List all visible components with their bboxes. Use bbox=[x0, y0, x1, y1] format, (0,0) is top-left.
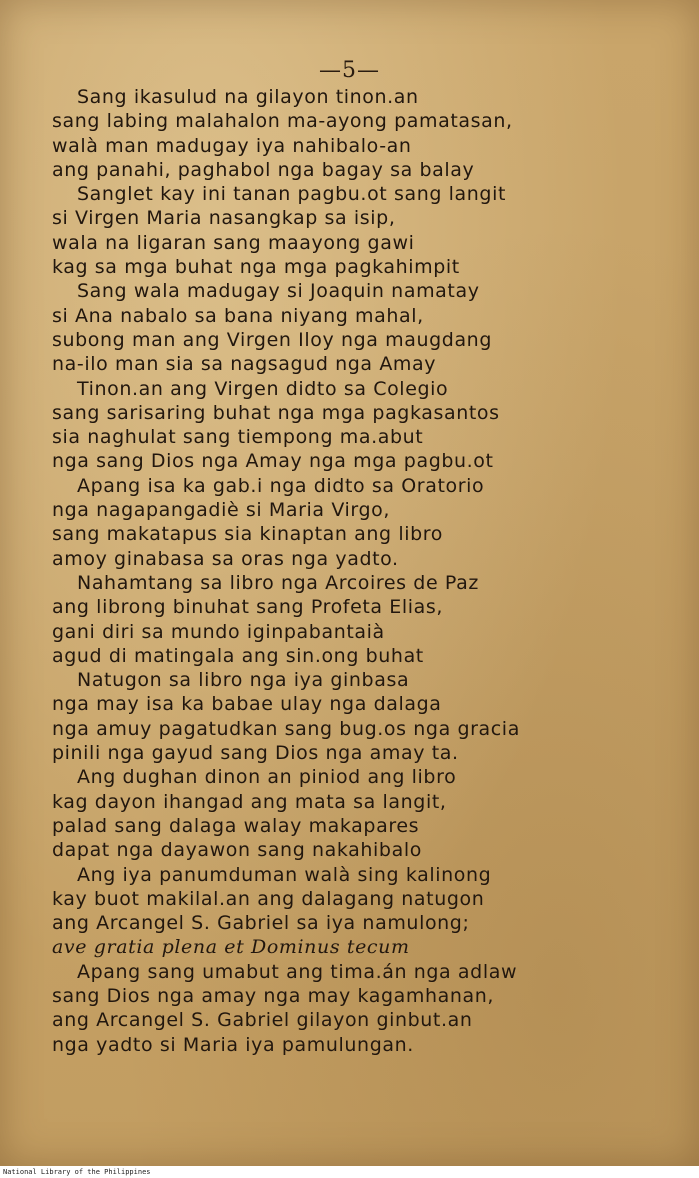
page-number: —5— bbox=[319, 58, 380, 83]
verse-line: Ang iya panumduman walà sing kalinong bbox=[77, 863, 492, 886]
verse-line: kag dayon ihangad ang mata sa langit, bbox=[52, 790, 447, 813]
verse-line: Ang dughan dinon an piniod ang libro bbox=[77, 766, 457, 789]
verse-line: Apang isa ka gab.i nga didto sa Oratorio bbox=[77, 474, 485, 497]
verse-line: ang panahi, paghabol nga bagay sa balay bbox=[52, 158, 475, 181]
verse-line: Nahamtang sa libro nga Arcoires de Paz bbox=[77, 571, 479, 594]
verse-line: palad sang dalaga walay makapares bbox=[52, 814, 420, 837]
verse-line: sang sarisaring buhat nga mga pagkasantos bbox=[52, 401, 500, 424]
verse-line: ang Arcangel S. Gabriel sa iya namulong; bbox=[52, 912, 470, 935]
verse-line: sang makatapus sia kinaptan ang libro bbox=[52, 523, 443, 546]
verse-line: nga nagapangadiè si Maria Virgo, bbox=[52, 499, 390, 522]
verse-line: sang labing malahalon ma-ayong pamatasan, bbox=[52, 110, 513, 133]
verse-line: dapat nga dayawon sang nakahibalo bbox=[52, 839, 422, 862]
verse-line: ang Arcangel S. Gabriel gilayon ginbut.an bbox=[52, 1009, 473, 1032]
verse-line: kag sa mga buhat nga mga pagkahimpit bbox=[52, 256, 460, 279]
verse-line: nga yadto si Maria iya pamulungan. bbox=[52, 1033, 414, 1056]
verse-line: na-ilo man sia sa nagsagud nga Amay bbox=[52, 353, 437, 376]
verse-line: ang librong binuhat sang Profeta Elias, bbox=[52, 596, 444, 619]
verse-line: Sanglet kay ini tanan pagbu.ot sang langit bbox=[77, 183, 507, 206]
verse-line: Sang ikasulud na gilayon tinon.an bbox=[77, 86, 419, 108]
verse-line: amoy ginabasa sa oras nga yadto. bbox=[52, 547, 399, 570]
verse-line: nga may isa ka babae ulay nga dalaga bbox=[52, 693, 442, 716]
verse-line: nga sang Dios nga Amay nga mga pagbu.ot bbox=[52, 450, 494, 473]
verse-line: pinili nga gayud sang Dios nga amay ta. bbox=[52, 742, 459, 765]
verse-line: kay buot makilal.an ang dalagang natugon bbox=[52, 887, 485, 910]
verse-line: gani diri sa mundo iginpabantaià bbox=[52, 620, 385, 643]
verse-line: walà man madugay iya nahibalo-an bbox=[52, 134, 412, 157]
verse-line: Sang wala madugay si Joaquin namatay bbox=[77, 280, 480, 303]
verse-line: si Ana nabalo sa bana niyang mahal, bbox=[52, 304, 424, 327]
verse-line: sia naghulat sang tiempong ma.abut bbox=[52, 426, 424, 449]
verse-line: Apang sang umabut ang tima.án nga adlaw bbox=[77, 960, 518, 983]
latin-verse-line: ave gratia plena et Dominus tecum bbox=[52, 936, 410, 959]
verse-line: si Virgen Maria nasangkap sa isip, bbox=[52, 207, 396, 230]
verse-line: Natugon sa libro nga iya ginbasa bbox=[77, 669, 410, 692]
verse-line: nga amuy pagatudkan sang bug.os nga gracia bbox=[52, 717, 520, 740]
verse-line: subong man ang Virgen Iloy nga maugdang bbox=[52, 328, 492, 351]
verse-line: Tinon.an ang Virgen didto sa Colegio bbox=[77, 377, 449, 400]
verse-line: sang Dios nga amay nga may kagamhanan, bbox=[52, 984, 495, 1007]
library-credit: National Library of the Philippines bbox=[3, 1168, 151, 1176]
verse-line: agud di matingala ang sin.ong buhat bbox=[52, 644, 424, 667]
verse-line: wala na ligaran sang maayong gawi bbox=[52, 231, 415, 254]
poem-body bbox=[0, 85, 699, 1057]
